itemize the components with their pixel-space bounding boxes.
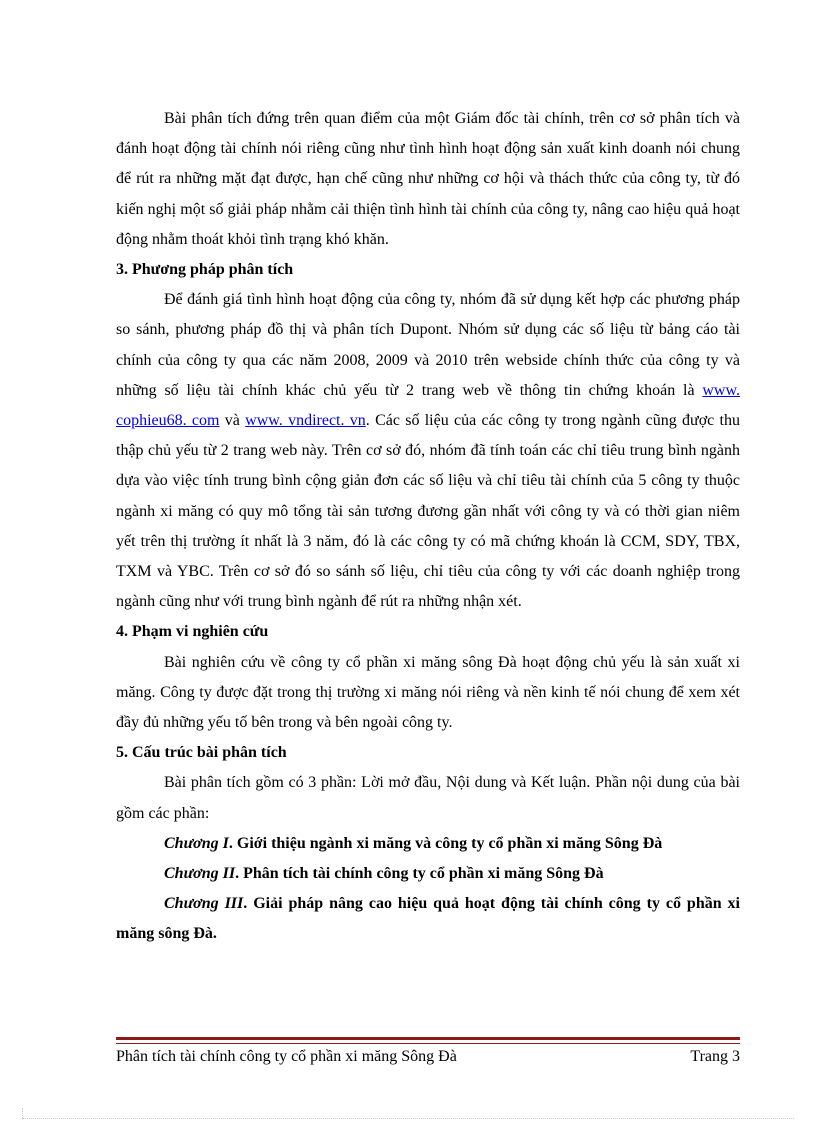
document-body: [116, 104, 740, 950]
chapter-2-line: [116, 859, 740, 889]
section-3-text-part-2: và: [219, 412, 246, 430]
section-3-paragraph: [116, 285, 740, 617]
section-5-heading: 5. Cấu trúc bài phân tích: [116, 744, 287, 762]
page-bottom-boundary: [22, 1118, 794, 1119]
section-3-heading: 3. Phương pháp phân tích: [116, 261, 294, 279]
chapter-3-title: . Giải pháp nâng cao hiệu quả hoạt động tài chính công ty cổ phần xi măng sông Đà.: [116, 895, 740, 943]
chapter-3-line: [116, 889, 740, 949]
footer-rule: [116, 1037, 740, 1044]
link-cophieu68[interactable]: www. cophieu68. com: [116, 381, 740, 430]
link-vndirect[interactable]: www. vndirect. vn: [245, 412, 366, 430]
chapter-1-line: [116, 829, 740, 859]
intro-paragraph: Bài phân tích đứng trên quan điểm của một Giám đốc tài chính, trên cơ sở phân tích và đánh hoạt động tài chính nói riêng cũng như tình hình hoạt động sản xuất kinh doanh nói chung để rút ra những mặt đạt được, hạn chế cũng như những cơ hội và thách thức của công ty, từ đó kiến nghị một số giải pháp nhằm cải thiện tình hình tài chính của công ty, nâng cao hiệu quả hoạt động nhằm thoát khỏi tình trạng khó khăn.: [116, 110, 740, 248]
page-footer: [116, 1046, 740, 1068]
section-4-heading: 4. Phạm vi nghiên cứu: [116, 623, 269, 641]
chapter-2-title: . Phân tích tài chính công ty cổ phần xi măng Sông Đà: [235, 865, 604, 883]
chapter-1-label: Chương I: [164, 834, 229, 852]
chapter-1-title: . Giới thiệu ngành xi măng và công ty cổ phần xi măng Sông Đà: [228, 834, 663, 852]
page-corner-mark: [22, 1108, 24, 1118]
section-3-text-part-1: Để đánh giá tình hình hoạt động của công ty, nhóm đã sử dụng kết hợp các phương pháp so sánh, phương pháp đồ thị và phân tích Dupont. Nhóm sử dụng các số liệu từ bảng cáo tài chính của công ty qua các năm 2008, 2009 và 2010 trên webside chính thức của công ty và những số liệu tài chính khác chủ yếu từ 2 trang web về thông tin chứng khoán là: [116, 291, 740, 399]
section-4-paragraph: Bài nghiên cứu về công ty cổ phần xi măng sông Đà hoạt động chủ yếu là sản xuất xi măng. Công ty được đặt trong thị trường xi măng nói riêng và nền kinh tế nói chung để xem xét đầy đủ những yếu tố bên trong và bên ngoài công ty.: [116, 653, 740, 732]
footer-title: Phân tích tài chính công ty cổ phần xi măng Sông Đà: [116, 1048, 457, 1065]
page-number: Trang 3: [690, 1048, 740, 1065]
chapter-2-label: Chương II: [164, 865, 236, 883]
chapter-3-label: Chương III: [164, 895, 244, 913]
section-3-text-part-3: . Các số liệu của các công ty trong ngành cũng được thu thập chủ yếu từ 2 trang web này. Trên cơ sở đó, nhóm đã tính toán các chỉ tiêu trung bình ngành dựa vào việc tính trung bình cộng giản đơn các số liệu và chỉ tiêu tài chính của 5 công ty thuộc ngành xi măng có quy mô tổng tài sản tương đương gần nhất với công ty và có thời gian niêm yết trên thị trường ít nhất là 3 năm, đó là các công ty có mã chứng khoán là CCM, SDY, TBX, TXM và YBC. Trên cơ sở đó so sánh số liệu, chỉ tiêu của công ty với các doanh nghiệp trong ngành cũng như với trung bình ngành để rút ra những nhận xét.: [116, 412, 740, 611]
section-5-paragraph: Bài phân tích gồm có 3 phần: Lời mở đầu, Nội dung và Kết luận. Phần nội dung của bài gồm các phần:: [116, 774, 740, 822]
